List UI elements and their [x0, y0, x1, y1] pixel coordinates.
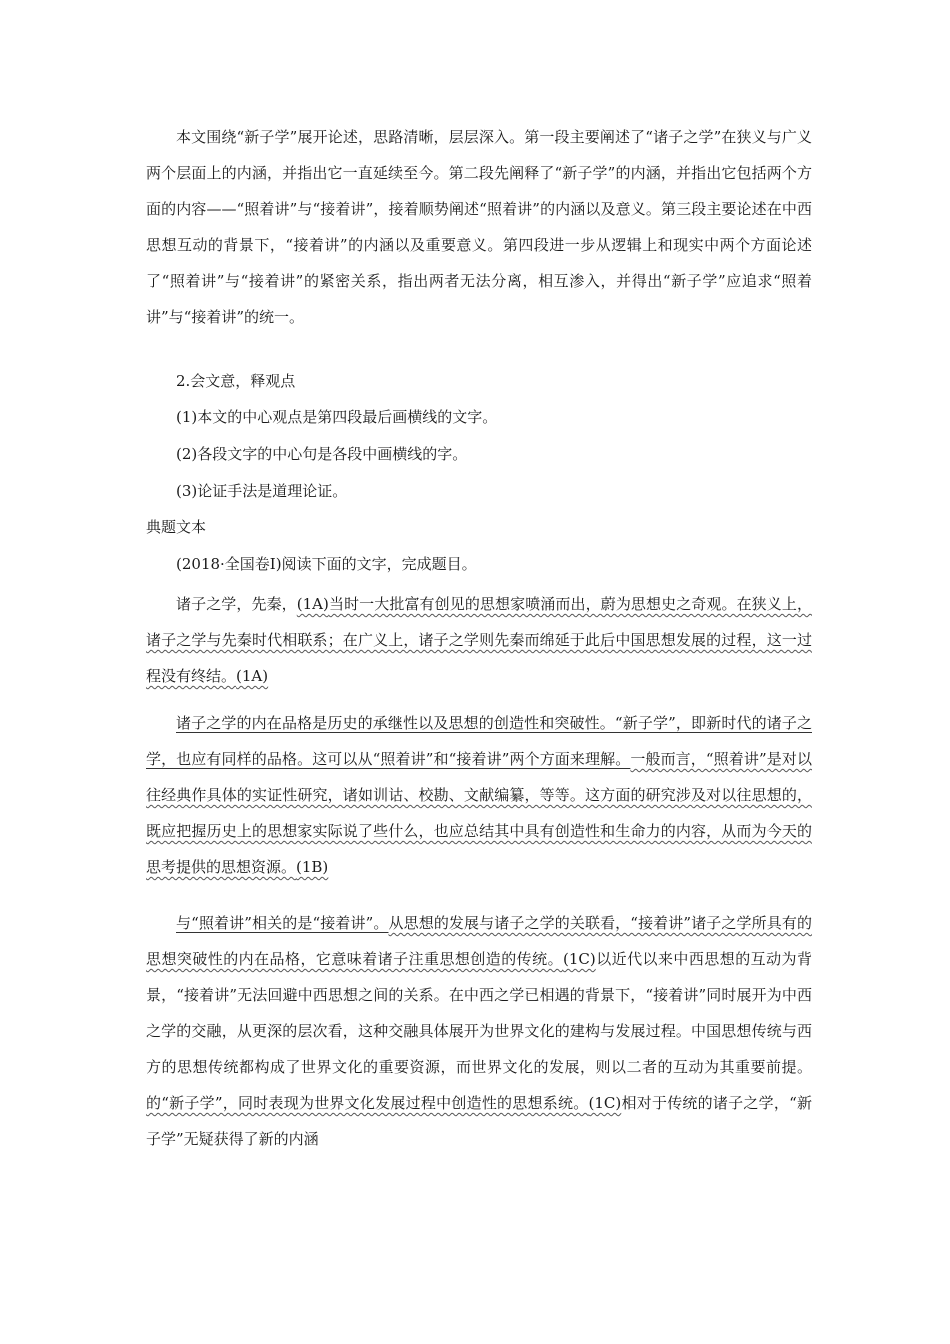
p3-underlined-text: 与“照着讲”相关的是“接着讲”。	[176, 914, 389, 932]
p1-text-b: 当时一大批富有创见的思想家喷涌而出，蔚为思想史之奇观。在狭义上，诸子之学与先秦时代相联系；在广义上，诸子之学则先秦而绵延于此后中国思想发展的过程，这一过程没有终结。	[146, 595, 812, 685]
point-2: (2)各段文字的中心句是各段中画横线的字。	[176, 445, 468, 463]
section-title: 典题文本	[146, 518, 207, 536]
passage-paragraph-1	[146, 586, 812, 694]
p1-marker-b: (1A)	[236, 667, 269, 685]
summary-paragraph: 本文围绕“新子学”展开论述，思路清晰，层层深入。第一段主要阐述了“诸子之学”在狭义与广义两个层面上的内涵，并指出它一直延续至今。第二段先阐释了“新子学”的内涵，并指出它包括两个方面的内容——“照着讲”与“接着讲”，接着顺势阐述“照着讲”的内涵以及意义。第三段主要论述在中西思想互动的背景下，“接着讲”的内涵以及重要意义。第四段进一步从逻辑上和现实中两个方面论述了“照着讲”与“接着讲”的紧密关系，指出两者无法分离，相互渗入，并得出“新子学”应追求“照着讲”与“接着讲”的统一。	[146, 128, 812, 326]
p1-text-a: 诸子之学，先秦，	[176, 595, 297, 613]
passage-paragraph-2	[146, 705, 812, 885]
source-line: (2018·全国卷Ⅰ)阅读下面的文字，完成题目。	[176, 555, 477, 573]
point-3: (3)论证手法是道理论证。	[176, 482, 348, 500]
p3-marker-1: (1C)	[563, 950, 596, 968]
p1-marker-a: (1A)	[296, 595, 329, 613]
p3-tail-text: 相对于传统的诸子之学，“新子学”无疑获得了新的内涵	[146, 1094, 813, 1148]
item2-heading: 2.会文意，释观点	[176, 372, 296, 390]
passage-paragraph-3	[146, 905, 812, 1157]
p3-wavy-text-2: 的“新子学”，同时表现为世界文化发展过程中创造性的思想系统。	[146, 1094, 589, 1112]
p2-underlined-text: 诸子之学的内在品格是历史的承继性以及思想的创造性和突破性。“新子学”，即新时代的诸子之学，也应有同样的品格。这可以从“照着讲”和“接着讲”两个方面来理解。	[146, 714, 812, 768]
p3-marker-2: (1C)	[588, 1094, 622, 1112]
p2-marker: (1B)	[296, 858, 329, 876]
p3-wavy-text-1: 从思想的发展与诸子之学的关联看，“接着讲”诸子之学所具有的思想突破性的内在品格，它意味着诸子注重思想创造的传统。	[146, 914, 812, 968]
p2-wavy-text: 一般而言，“照着讲”是对以往经典作具体的实证性研究，诸如训诂、校勘、文献编纂，等等。这方面的研究涉及对以往思想的，既应把握历史上的思想家实际说了些什么，也应总结其中具有创造性和生命力的内容，从而为今天的思考提供的思想资源。	[146, 750, 812, 876]
point-1: (1)本文的中心观点是第四段最后画横线的文字。	[176, 408, 498, 426]
p3-plain-text: 以近代以来中西思想的互动为背景，“接着讲”无法回避中西思想之间的关系。在中西之学已相遇的背景下，“接着讲”同时展开为中西之学的交融，从更深的层次看，这种交融具体展开为世界文化的建构与发展过程。中国思想传统与西方的思想传统都构成了世界文化的重要资源，而世界文化的发展，则以二者的互动为其重要前提。	[146, 950, 812, 1076]
